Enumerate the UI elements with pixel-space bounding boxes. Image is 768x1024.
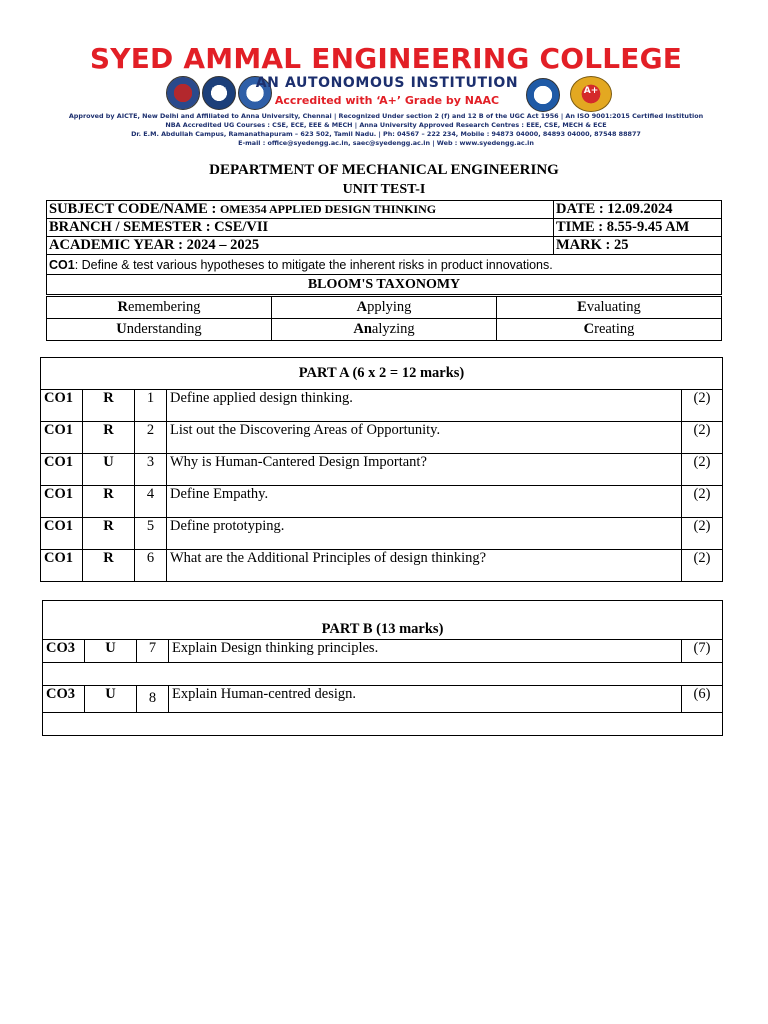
bloom-level: Remembering [47, 297, 272, 319]
bloom-level: Analyzing [272, 319, 497, 341]
question-text: Explain Design thinking principles. [169, 640, 682, 663]
time-cell: TIME : 8.55-9.45 AM [554, 219, 722, 237]
spacer-row [43, 713, 723, 736]
exam-info-table [46, 200, 722, 295]
test-title: UNIT TEST-I [342, 182, 426, 197]
question-text: Define prototyping. [167, 518, 682, 550]
college-emblem-logo [166, 76, 200, 110]
part-b-title: PART B (13 marks) [43, 601, 723, 640]
blooms-title: BLOOM'S TAXONOMY [47, 275, 722, 295]
spacer-row [43, 663, 723, 686]
tuv-logo: TÜV [202, 76, 236, 110]
subject-cell: SUBJECT CODE/NAME : OME354 APPLIED DESIGN THINKING [47, 201, 554, 219]
question-row: CO1 R 1 Define applied design thinking. (2) [41, 390, 723, 422]
mark-cell: MARK : 25 [554, 237, 722, 255]
question-row: CO1 R 6 What are the Additional Principles of design thinking? (2) [41, 550, 723, 582]
question-row: CO1 R 2 List out the Discovering Areas of Opportunity. (2) [41, 422, 723, 454]
question-row: CO3 U 8 Explain Human-centred design. (6) [43, 686, 723, 713]
part-a-table [40, 357, 723, 582]
question-row: CO1 R 4 Define Empathy. (2) [41, 486, 723, 518]
question-text: Explain Human-centred design. [169, 686, 682, 713]
department-title: DEPARTMENT OF MECHANICAL ENGINEERING [209, 162, 559, 178]
college-name: SYED AMMAL ENGINEERING COLLEGE [89, 42, 683, 75]
naac-logo: A+ [570, 76, 612, 112]
date-cell: DATE : 12.09.2024 [554, 201, 722, 219]
autonomous-subtitle: AN AUTONOMOUS INSTITUTION [255, 75, 519, 91]
academic-year-cell: ACADEMIC YEAR : 2024 – 2025 [47, 237, 554, 255]
question-row: CO3 U 7 Explain Design thinking principles. (7) [43, 640, 723, 663]
letterhead [56, 40, 716, 152]
question-text: List out the Discovering Areas of Opportunity. [167, 422, 682, 454]
approval-line: Approved by AICTE, New Delhi and Affiliated to Anna University, Chennai | Recognized Under section 2 (f) and 12 B of the UGC Act 1956 | An ISO 9001:2015 Certified Institution [68, 112, 704, 120]
address-line: Dr. E.M. Abdullah Campus, Ramanathapuram – 623 502, Tamil Nadu. | Ph: 04567 – 222 234, Mobile : 94873 04000, 84893 04000, 87548 88877 [131, 130, 641, 138]
naac-accreditation: Accredited with ‘A+’ Grade by NAAC [274, 94, 500, 107]
bloom-level: Understanding [47, 319, 272, 341]
question-text: Define applied design thinking. [167, 390, 682, 422]
bloom-level: Evaluating [497, 297, 722, 319]
question-row: CO1 U 3 Why is Human-Cantered Design Important? (2) [41, 454, 723, 486]
subject-value: OME354 APPLIED DESIGN THINKING [219, 202, 437, 216]
branch-cell: BRANCH / SEMESTER : CSE/VII [47, 219, 554, 237]
question-text: What are the Additional Principles of design thinking? [167, 550, 682, 582]
question-text: Define Empathy. [167, 486, 682, 518]
part-a-title: PART A (6 x 2 = 12 marks) [41, 358, 723, 390]
blooms-taxonomy-table [46, 296, 722, 341]
nba-line: NBA Accredited UG Courses : CSE, ECE, EEE & MECH | Anna University Approved Research Centres : EEE, CSE, MECH & ECE [165, 121, 607, 129]
bloom-level: Applying [272, 297, 497, 319]
part-b-table [42, 600, 723, 736]
nba-logo [526, 78, 560, 112]
contact-line: E-mail : office@syedengg.ac.in, saec@syedengg.ac.in | Web : www.syedengg.ac.in [238, 139, 534, 147]
course-outcome-cell: CO1: Define & test various hypotheses to mitigate the inherent risks in product innovations. [47, 255, 722, 275]
bloom-level: Creating [497, 319, 722, 341]
question-text: Why is Human-Cantered Design Important? [167, 454, 682, 486]
question-row: CO1 R 5 Define prototyping. (2) [41, 518, 723, 550]
